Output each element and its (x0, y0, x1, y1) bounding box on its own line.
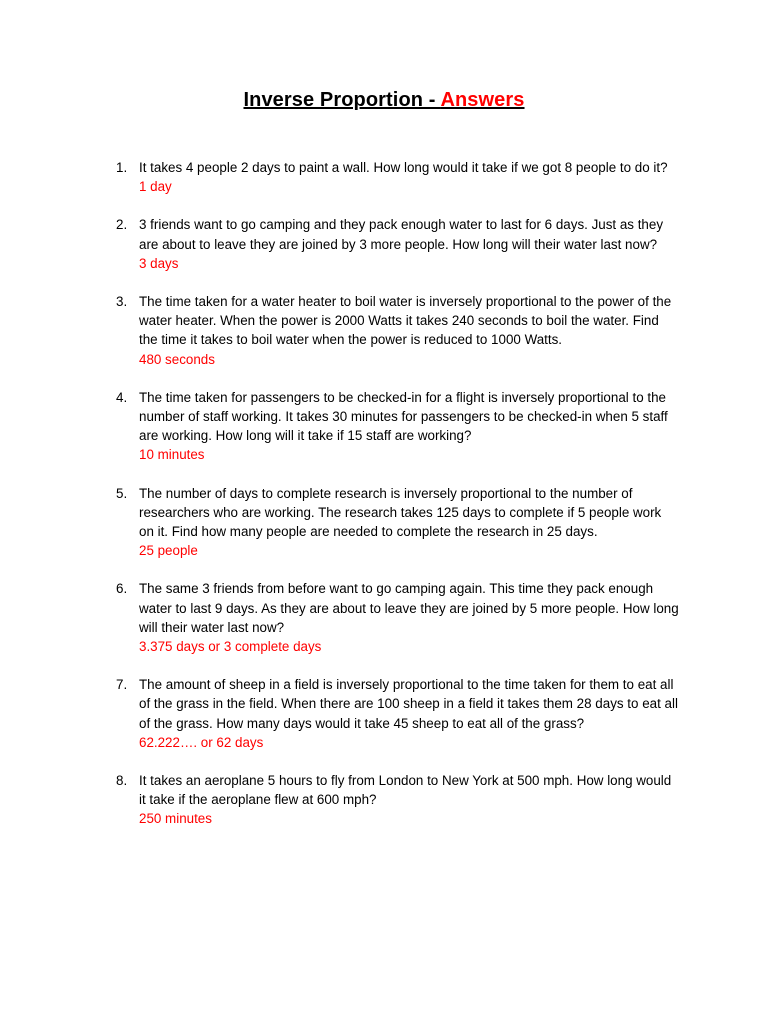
question-text: The time taken for a water heater to boil water is inversely proportional to the power of the water heater. When the power is 2000 Watts it takes 240 seconds to boil the water. Find the time it takes to boil water when the power is reduced to 1000 Watts. (139, 294, 672, 348)
question-item (116, 579, 679, 656)
question-item (116, 158, 679, 196)
question-number: 3. (116, 294, 128, 310)
question-text: The number of days to complete research is inversely proportional to the number of researchers who are working. The research takes 125 days to complete if 5 people work on it. Find how many people are needed to complete the research in 25 days. (139, 485, 662, 540)
question-text: 3 friends want to go camping and they pack enough water to last for 6 days. Just as they are about to leave they are joined by 3 more people. How long will their water last now? (139, 217, 664, 252)
question-text: It takes an aeroplane 5 hours to fly from London to New York at 500 mph. How long would it take if the aeroplane flew at 600 mph? (139, 773, 672, 808)
answer-text: 10 minutes (139, 447, 205, 463)
title-main: Inverse Proportion - (243, 89, 441, 111)
answer-text: 1 day (139, 179, 172, 195)
question-number: 5. (116, 485, 128, 501)
answer-text: 480 seconds (139, 351, 215, 367)
answer-text: 250 minutes (139, 811, 212, 827)
title-answers-word: Answers (440, 89, 525, 111)
question-number: 2. (116, 217, 128, 233)
question-item (116, 215, 679, 273)
question-item (116, 388, 679, 465)
question-text: The same 3 friends from before want to go camping again. This time they pack enough water to last 9 days. As they are about to leave they are joined by 5 more people. How long will their water last now? (139, 581, 679, 635)
question-item (116, 771, 679, 829)
question-item (116, 484, 679, 561)
question-number: 1. (116, 160, 128, 175)
answer-text: 3.375 days or 3 complete days (139, 639, 322, 655)
question-text: The time taken for passengers to be checked-in for a flight is inversely proportional to the number of staff working. It takes 30 minutes for passengers to be checked-in when 5 staff are working. How long will it take if 15 staff are working? (139, 389, 668, 444)
answer-text: 3 days (139, 255, 179, 271)
question-text: It takes 4 people 2 days to paint a wall. How long would it take if we got 8 people to do it? (139, 160, 668, 175)
question-number: 6. (116, 581, 128, 597)
question-list (0, 158, 679, 848)
question-number: 8. (116, 773, 128, 789)
answer-text: 62.222…. or 62 days (139, 734, 264, 750)
question-number: 4. (116, 389, 128, 405)
question-item (116, 675, 679, 752)
question-text: The amount of sheep in a field is inversely proportional to the time taken for them to eat all of the grass in the field. When there are 100 sheep in a field it takes them 28 days to eat all of the grass. How many days would it take 45 sheep to eat all of the grass? (139, 677, 678, 731)
question-number: 7. (116, 677, 128, 693)
answer-text: 25 people (139, 543, 198, 559)
question-item (116, 292, 679, 369)
page-title (0, 89, 768, 112)
